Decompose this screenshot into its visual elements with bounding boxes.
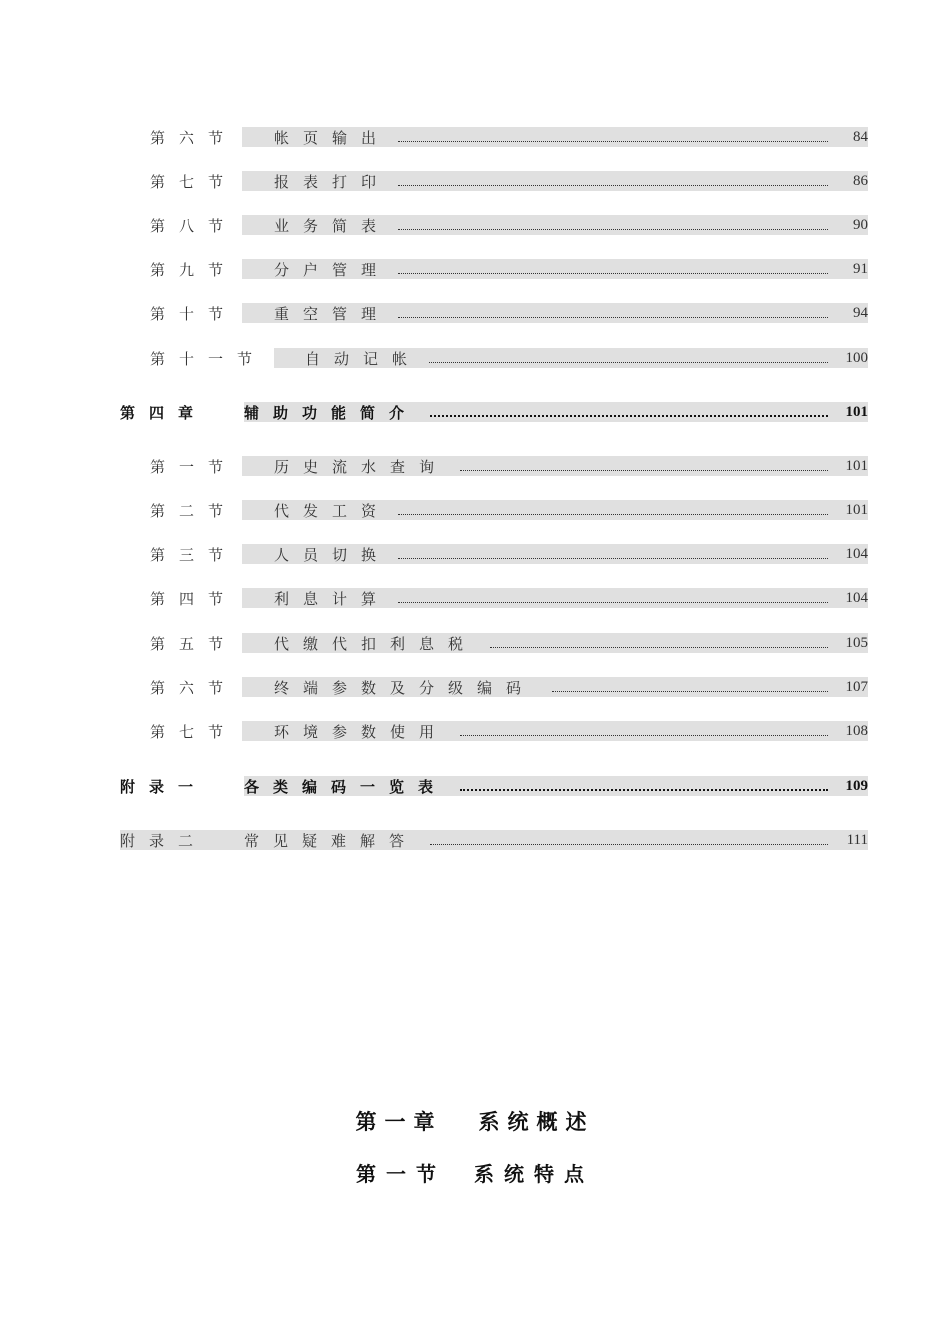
toc-entry-number: 第五节 [150,634,238,653]
toc-entry-page: 101 [845,403,868,420]
toc-leader-dots [398,514,828,515]
toc-leader-dots [398,602,828,603]
toc-entry-title: 终端参数及分级编码 [274,678,536,697]
toc-leader-dots [398,185,828,186]
toc-entry-page: 84 [853,128,868,145]
toc-entry[interactable] [150,348,868,368]
toc-leader-dots [429,362,828,363]
toc-entry-page: 90 [853,216,868,233]
toc-entry-title: 人员切换 [274,545,391,564]
toc-leader-dots [398,317,828,318]
toc-entry-number: 附录二 [120,831,208,850]
toc-entry-number: 第二节 [150,501,238,520]
toc-entry[interactable] [150,127,868,147]
toc-entry-title: 利息计算 [274,589,391,608]
chapter-heading-number: 第一章 [355,1110,443,1134]
toc-entry[interactable] [150,544,868,564]
toc-entry-page: 86 [853,172,868,189]
toc-entry-number: 第六节 [150,678,238,697]
toc-leader-dots [460,735,828,736]
toc-entry-page: 104 [845,589,868,606]
toc-entry-number: 第三节 [150,545,238,564]
toc-entry-number: 第四节 [150,589,238,608]
toc-entry[interactable] [150,588,868,608]
toc-entry-title: 重空管理 [274,304,391,323]
toc-entry-page: 104 [845,545,868,562]
toc-entry-number: 第七节 [150,722,238,741]
toc-entry-number: 第九节 [150,260,238,279]
toc-entry-title: 代缴代扣利息税 [274,634,478,653]
toc-entry-title: 历史流水查询 [274,457,449,476]
toc-leader-dots [398,141,828,142]
toc-entry-page: 108 [845,722,868,739]
toc-entry[interactable] [150,215,868,235]
toc-entry-page: 109 [845,777,868,794]
toc-entry[interactable] [150,721,868,741]
section-heading-title: 系统特点 [474,1162,594,1186]
toc-leader-dots [460,470,828,471]
toc-entry-number: 第一节 [150,457,238,476]
toc-entry-title: 帐页输出 [274,128,391,147]
toc-entry-title: 自动记帐 [305,349,422,368]
toc-leader-dots [398,273,828,274]
toc-entry-page: 94 [853,304,868,321]
toc-leader-dots [490,647,828,648]
section-heading-number: 第一节 [356,1162,446,1186]
chapter-heading [0,1106,950,1136]
toc-entry[interactable] [150,633,868,653]
toc-entry-title: 常见疑难解答 [244,831,419,850]
toc-entry-number: 第十一节 [150,349,267,368]
toc-entry-title: 业务简表 [274,216,391,235]
toc-entry-number: 附录一 [120,777,208,796]
section-heading [0,1158,950,1187]
toc-entry-page: 105 [845,634,868,651]
toc-leader-dots [398,558,828,559]
toc-entry-number: 第七节 [150,172,238,191]
toc-entry-title: 分户管理 [274,260,391,279]
toc-leader-dots [430,844,828,845]
toc-entry[interactable] [150,677,868,697]
toc-entry[interactable] [150,456,868,476]
toc-entry-number: 第六节 [150,128,238,147]
toc-entry-title: 各类编码一览表 [244,777,448,796]
toc-leader-dots [398,229,828,230]
toc-entry-page: 101 [845,501,868,518]
toc-leader-dots [552,691,828,692]
toc-entry-page: 91 [853,260,868,277]
chapter-heading-title: 系统概述 [478,1110,595,1134]
toc-leader-dots [460,789,828,791]
toc-entry[interactable] [150,259,868,279]
toc-entry-title: 代发工资 [274,501,391,520]
toc-entry-number: 第八节 [150,216,238,235]
toc-appendix-entry[interactable] [120,830,868,850]
toc-entry-page: 111 [846,831,868,848]
toc-entry-number: 第十节 [150,304,238,323]
toc-entry-page: 107 [845,678,868,695]
toc-entry-title: 辅助功能简介 [244,403,419,422]
toc-leader-dots [430,415,828,417]
toc-entry-page: 100 [845,349,868,366]
toc-entry[interactable] [150,303,868,323]
toc-entry-page: 101 [845,457,868,474]
toc-chapter-entry[interactable] [120,402,868,422]
toc-entry-number: 第四章 [120,403,208,422]
toc-entry-title: 报表打印 [274,172,391,191]
toc-entry[interactable] [150,500,868,520]
toc-entry[interactable] [150,171,868,191]
toc-entry-title: 环境参数使用 [274,722,449,741]
toc-appendix-entry[interactable] [120,776,868,796]
